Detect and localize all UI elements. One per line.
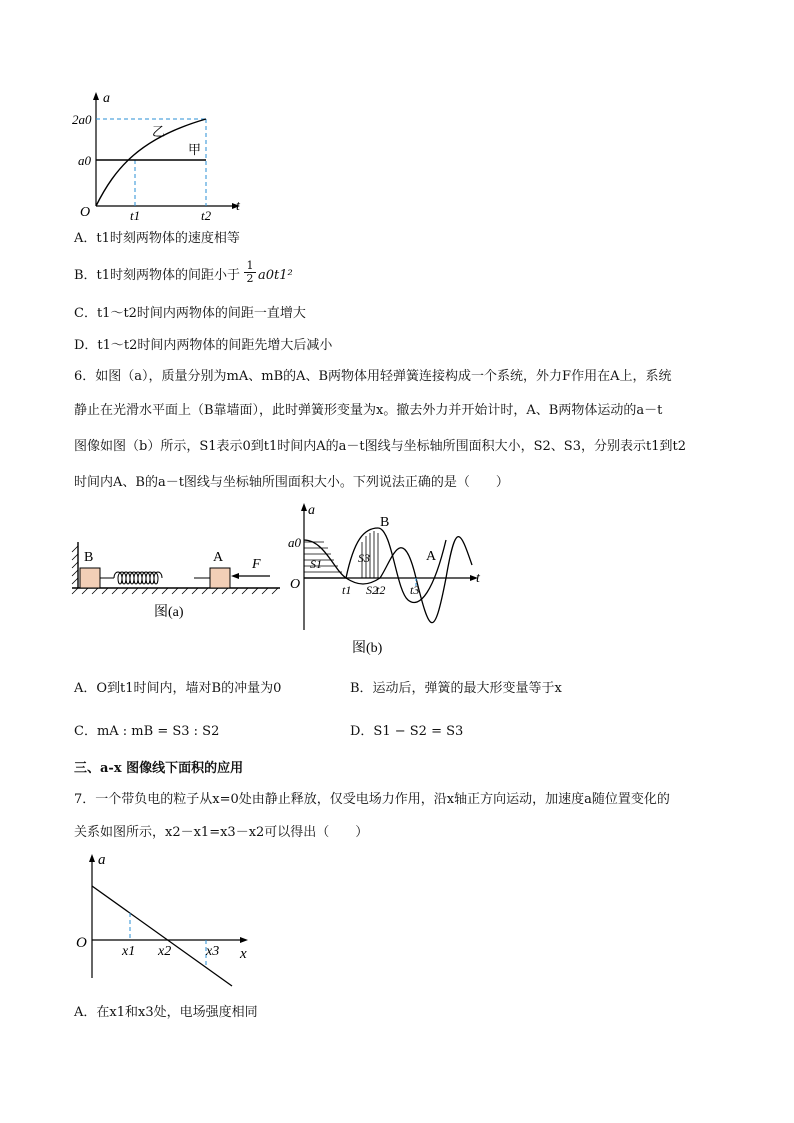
label-a0: a0: [288, 535, 301, 550]
ground-hatch: [72, 588, 278, 594]
label-x2: x2: [158, 944, 172, 959]
spring-system-figure: [70, 540, 285, 625]
q5-option-b-fraction: [244, 260, 256, 285]
a-axis-label: a: [308, 503, 315, 518]
q6-option-c: C．mA : mB = S3 : S2: [74, 724, 220, 739]
a-axis-label: a: [98, 852, 106, 868]
caption-b: 图(b): [352, 641, 383, 656]
curve-yi: [96, 119, 206, 206]
q5-option-c: C．t1～t2时间内两物体的间距一直增大: [74, 306, 306, 321]
origin-label: O: [290, 577, 301, 592]
q5-option-a: A．t1时刻两物体的速度相等: [74, 231, 240, 246]
fraction-denominator: 2: [246, 272, 254, 285]
label-t2: t2: [201, 208, 212, 223]
label-curve-a: A: [426, 549, 437, 564]
q7-line-1: 7．一个带负电的粒子从x=0处由静止释放，仅受电场力作用，沿x轴正方向运动，加速度a随位置变化的: [74, 792, 670, 807]
q6-option-d: D．S1 − S2 = S3: [350, 724, 464, 739]
q7-line-2: 关系如图所示，x2－x1=x3－x2可以得出（ ）: [74, 825, 369, 840]
fraction-numerator: 1: [244, 260, 256, 273]
origin-label: O: [80, 205, 91, 220]
q6-line-2: 静止在光滑水平面上（B靠墙面），此时弹簧形变量为x。撤去外力并开始计时，A、B两物体运动的a－t: [74, 403, 663, 418]
q5-option-d: D．t1～t2时间内两物体的间距先增大后减小: [74, 338, 333, 353]
label-t2: t2: [376, 583, 386, 597]
label-t3: t3: [410, 583, 420, 597]
q6-line-4: 时间内A、B的a－t图线与坐标轴所围面积大小。下列说法正确的是（ ）: [74, 475, 509, 490]
caption-a: 图(a): [154, 605, 184, 620]
q6-line-3: 图像如图（b）所示，S1表示0到t1时间内A的a－t图线与坐标轴所围面积大小，S2、S3，分别表示t1到t2: [74, 439, 686, 454]
origin-label: O: [76, 935, 87, 951]
label-curve-b: B: [380, 515, 390, 530]
q5-option-b-text: B．t1时刻两物体的间距小于: [74, 268, 241, 283]
label-f: F: [252, 557, 261, 572]
wall-hatch: [72, 546, 78, 584]
label-jia: 甲: [188, 142, 202, 157]
a-axis-arrow: [89, 854, 95, 862]
label-s1: S1: [310, 557, 322, 571]
label-s2: S2: [366, 583, 378, 597]
a-x-line: [92, 886, 232, 986]
q6-option-b: B．运动后，弹簧的最大形变量等于x: [350, 681, 562, 696]
a-axis-arrow: [301, 503, 307, 511]
a-t-graph-q6: [284, 500, 494, 660]
q7-option-a: A．在x1和x3处，电场强度相同: [74, 1005, 258, 1020]
label-a: A: [213, 550, 224, 565]
label-x3: x3: [206, 944, 220, 959]
label-t1: t1: [342, 583, 352, 597]
label-2a0: 2a0: [72, 112, 92, 127]
label-t1: t1: [130, 208, 141, 223]
force-arrowhead: [231, 573, 239, 579]
spring: [100, 572, 210, 584]
q6-option-a: A．O到t1时间内，墙对B的冲量为0: [74, 681, 282, 696]
q6-line-1: 6．如图（a），质量分别为mA、mB的A、B两物体用轻弹簧连接构成一个系统，外力F作用在A上，系统: [74, 369, 672, 384]
a-axis-label: a: [103, 91, 110, 106]
t-axis-label: t: [476, 571, 480, 586]
x-axis-label: x: [240, 946, 247, 962]
x-axis-arrow: [240, 937, 248, 943]
block-b: [80, 568, 100, 588]
q5-option-b-formula: a0t1²: [258, 268, 293, 283]
block-a: [210, 568, 230, 588]
label-yi: 乙: [152, 124, 166, 139]
label-a0: a0: [78, 153, 91, 168]
label-s3: S3: [358, 551, 370, 565]
a-t-graph-q5: [70, 88, 260, 228]
section-3-heading: 三、a-x 图像线下面积的应用: [74, 761, 244, 776]
a-axis-arrow: [93, 92, 99, 100]
curve-a: [304, 537, 472, 623]
label-b: B: [84, 550, 94, 565]
a-x-graph-q7: [72, 846, 262, 991]
t-axis-label: t: [236, 199, 240, 214]
label-x1: x1: [122, 944, 136, 959]
